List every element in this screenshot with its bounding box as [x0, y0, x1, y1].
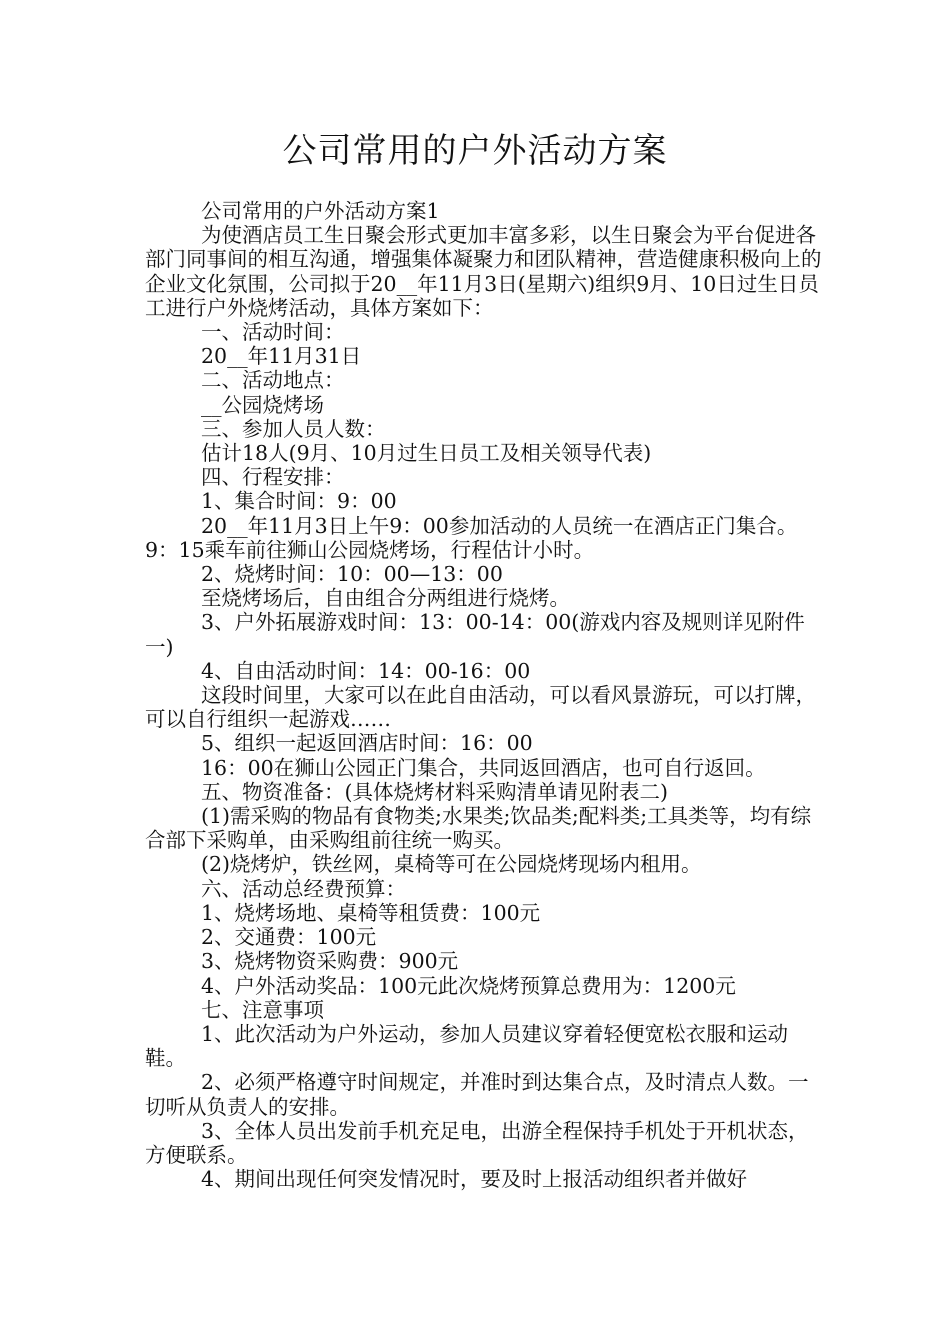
paragraph: 至烧烤场后，自由组合分两组进行烧烤。	[201, 586, 570, 611]
list-item: 4、期间出现任何突发情况时，要及时上报活动组织者并做好	[201, 1167, 748, 1192]
list-item: 3、全体人员出发前手机充足电，出游全程保持手机处于开机状态，方便联系。	[145, 1118, 809, 1167]
section-heading: 三、参加人员人数：	[201, 416, 386, 441]
section-heading: 七、注意事项	[201, 997, 324, 1022]
list-item: 3、户外拓展游戏时间：13：00-14：00(游戏内容及规则详见附件一)	[145, 610, 805, 659]
section-heading: 二、活动地点：	[201, 368, 345, 393]
list-item: 2、必须严格遵守时间规定，并准时到达集合点，及时清点人数。一切听从负责人的安排。	[145, 1070, 809, 1119]
section-heading: 公司常用的户外活动方案1	[201, 199, 440, 223]
list-item: 2、交通费：100元	[201, 925, 377, 950]
section-heading: 六、活动总经费预算：	[201, 876, 406, 901]
list-item: (2)烧烤炉，铁丝网，桌椅等可在公园烧烤现场内租用。	[201, 852, 702, 877]
list-item: 4、自由活动时间：14：00-16：00	[201, 658, 531, 683]
list-item: 2、烧烤时间：10：00—13：00	[201, 562, 503, 587]
list-item: 1、烧烤场地、桌椅等租赁费：100元	[201, 900, 541, 925]
section-heading: 一、活动时间：	[201, 320, 345, 345]
paragraph: 20__年11月3日上午9：00参加活动的人员统一在酒店正门集合。9：15乘车前往狮山公园烧烤场，行程估计小时。	[145, 513, 798, 562]
intro-paragraph: 为使酒店员工生日聚会形式更加丰富多彩，以生日聚会为平台促进各部门同事间的相互沟通，增强集体凝聚力和团队精神，营造健康积极向上的企业文化氛围，公司拟于20__年11月3日(星期六)组织9月、10日过生日员工进行户外烧烤活动，具体方案如下：	[145, 223, 822, 320]
list-item: 1、集合时间：9：00	[201, 489, 397, 514]
paragraph: 16：00在狮山公园正门集合，共同返回酒店，也可自行返回。	[201, 755, 766, 780]
document-body	[145, 199, 825, 1191]
list-item: 5、组织一起返回酒店时间：16：00	[201, 731, 533, 756]
paragraph: 这段时间里，大家可以在此自由活动，可以看风景游玩，可以打牌，可以自行组织一起游戏……	[145, 683, 816, 732]
paragraph: __公园烧烤场	[201, 392, 324, 417]
list-item: 4、户外活动奖品：100元此次烧烤预算总费用为：1200元	[201, 973, 736, 998]
list-item: 3、烧烤物资采购费：900元	[201, 949, 459, 974]
paragraph: 估计18人(9月、10月过生日员工及相关领导代表)	[201, 441, 652, 466]
document-title: 公司常用的户外活动方案	[282, 131, 668, 171]
section-heading: 五、物资准备：(具体烧烤材料采购清单请见附表二)	[201, 779, 668, 804]
paragraph: 20__年11月31日	[201, 344, 362, 369]
section-heading: 四、行程安排：	[201, 465, 345, 490]
list-item: 1、此次活动为户外运动，参加人员建议穿着轻便宽松衣服和运动鞋。	[145, 1021, 789, 1071]
list-item: (1)需采购的物品有食物类;水果类;饮品类;配料类;工具类等，均有综合部下采购单，由采购组前往统一购买。	[145, 804, 812, 853]
